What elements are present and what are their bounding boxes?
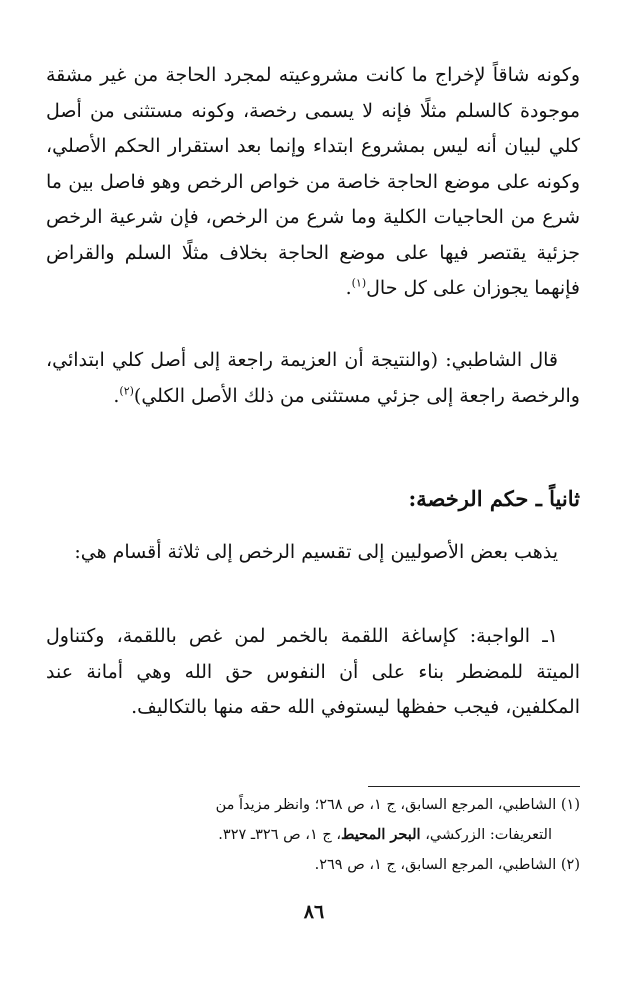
footnote-1-line-2a: التعريفات: الزركشي،	[425, 827, 552, 843]
paragraph-2-body: قال الشاطبي: (والنتيجة أن العزيمة راجعة إلى أصل كلي ابتدائي، والرخصة راجعة إلى جزئي مستثنى من ذلك الأصل الكلي)	[46, 349, 580, 407]
footnote-ref-1: (١)	[351, 276, 367, 290]
footnote-1-continuation	[46, 822, 580, 848]
paragraph-1-end: .	[345, 277, 352, 299]
footnote-divider	[368, 786, 580, 787]
footnote-1-line-2b: ، ج ١، ص ٣٢٦ـ ٣٢٧.	[218, 827, 342, 843]
footnote-1	[46, 792, 580, 818]
paragraph-4-text: ١ـ الواجبة: كإساغة اللقمة بالخمر لمن غص باللقمة، وكتناول الميتة للمضطر بناء على أن النفوس حق الله وهي أمانة عند المكلفين، فيجب حفظها ليستوفي الله حقه منها بالتكاليف.	[46, 625, 580, 718]
paragraph-2-end: .	[113, 384, 120, 407]
page-number: ٨٦	[303, 901, 325, 923]
section-heading: ثانياً ـ حكم الرخصة:	[408, 486, 580, 511]
paragraph-3	[46, 535, 580, 571]
footnote-2-text: الشاطبي، المرجع السابق، ج ١، ص ٢٦٩.	[314, 857, 557, 873]
paragraph-2-text	[46, 343, 580, 414]
paragraph-4	[46, 619, 580, 726]
footnotes	[46, 792, 580, 882]
paragraph-1-text	[46, 58, 580, 307]
paragraph-1-body: وكونه شاقاً لإخراج ما كانت مشروعيته لمجرد الحاجة من غير مشقة موجودة كالسلم مثلًا فإنه لا يسمى رخصة، وكونه مستثنى من أصل كلي لبيان أنه ليس بمشروع ابتداء وإنما بعد استقرار الحكم الأصلي، وكونه على موضع الحاجة خاصة من خواص الرخص وهو فاصل بين ما شرع من الحاجيات الكلية وما شرع من الرخص، فإن شرعية الرخص جزئية يقتصر فيها على موضع الحاجة بخلاف مثلًا السلم والقراض فإنهما يجوزان على كل حال	[46, 64, 580, 299]
paragraph-1	[46, 58, 580, 307]
paragraph-3-text: يذهب بعض الأصوليين إلى تقسيم الرخص إلى ثلاثة أقسام هي:	[74, 541, 558, 563]
paragraph-2	[46, 343, 580, 414]
footnote-2	[46, 852, 580, 878]
footnote-2-number: (٢)	[560, 857, 580, 873]
footnote-1-line-1: الشاطبي، المرجع السابق، ج ١، ص ٢٦٨؛ وانظر مزيداً من	[215, 797, 557, 813]
footnote-1-number: (١)	[560, 797, 580, 813]
footnote-1-book-title: البحر المحيط	[341, 826, 421, 843]
footnote-ref-2: (٢)	[119, 384, 134, 398]
